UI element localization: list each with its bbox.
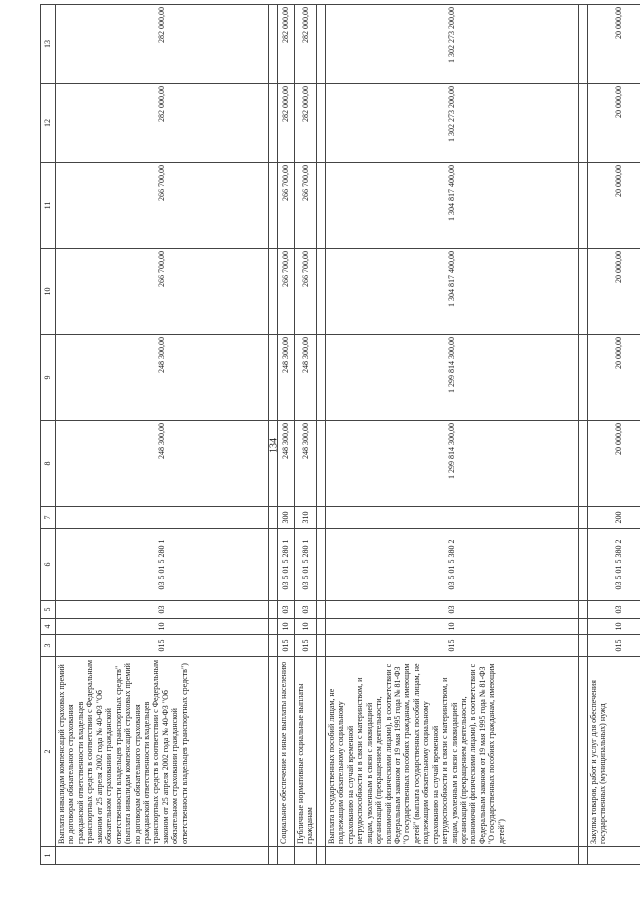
amount-cell: 282 000,00: [295, 5, 317, 84]
ministry-code-cell: 015: [295, 635, 317, 657]
column-header: 12: [41, 84, 56, 163]
amount-cell: 20 000,00: [587, 5, 640, 84]
amount-cell: 1 302 273 200,00: [325, 5, 578, 84]
row-name-cell: Выплата инвалидам компенсаций страховых премий по договорам обязательного страхования гражданской ответственности владельцев транспортных средств в соответствии с Федеральным законом от 25 апреля 2002 года № 40-ФЗ "Об обязательном страховании гражданской ответственности владельцев транспортных средств" (выплата инвалидам компенсаций страховых премий по договорам обязательного страхования гражданской ответственности владельцев транспортных средств в соответствии с Федеральным законом от 25 апреля 2002 года № 40-ФЗ "Об обязательном страховании гражданской ответственности владельцев транспортных средств"): [56, 657, 269, 847]
column-header: 5: [41, 601, 56, 619]
amount-cell: 266 700,00: [56, 163, 269, 249]
amount-cell: 282 000,00: [278, 84, 295, 163]
amount-cell: 248 300,00: [56, 335, 269, 421]
column-header: 11: [41, 163, 56, 249]
column-header: 9: [41, 335, 56, 421]
expense-type-cell: 310: [295, 507, 317, 529]
amount-cell: 248 300,00: [295, 421, 317, 507]
column-header: 10: [41, 249, 56, 335]
column-header: 8: [41, 421, 56, 507]
column-header: 7: [41, 507, 56, 529]
page-number: 134: [268, 438, 280, 453]
ministry-code-cell: 015: [278, 635, 295, 657]
amount-cell: 266 700,00: [278, 249, 295, 335]
amount-cell: 266 700,00: [295, 249, 317, 335]
amount-cell: 1 304 817 400,00: [325, 163, 578, 249]
amount-cell: 248 300,00: [278, 421, 295, 507]
amount-cell: 20 000,00: [587, 163, 640, 249]
amount-cell: 20 000,00: [587, 335, 640, 421]
row-number-cell: [56, 847, 269, 865]
section-code-cell: 10: [587, 619, 640, 635]
column-header: 2: [41, 657, 56, 847]
amount-cell: 248 300,00: [295, 335, 317, 421]
spacer-row: [269, 5, 278, 865]
column-header: 3: [41, 635, 56, 657]
amount-cell: 20 000,00: [587, 249, 640, 335]
spacer-row: [316, 5, 325, 865]
budget-table: [40, 4, 640, 865]
column-header: 13: [41, 5, 56, 84]
expense-type-cell: [56, 507, 269, 529]
column-header: 4: [41, 619, 56, 635]
amount-cell: 1 304 817 400,00: [325, 249, 578, 335]
ministry-code-cell: 015: [56, 635, 269, 657]
row-number-cell: [325, 847, 578, 865]
subsection-code-cell: 03: [587, 601, 640, 619]
subsection-code-cell: 03: [295, 601, 317, 619]
expense-type-cell: 300: [278, 507, 295, 529]
row-name-cell: Публичные нормативные социальные выплаты гражданам: [295, 657, 317, 847]
amount-cell: 282 000,00: [278, 5, 295, 84]
ministry-code-cell: 015: [325, 635, 578, 657]
subsection-code-cell: 03: [325, 601, 578, 619]
amount-cell: 248 300,00: [56, 421, 269, 507]
column-number-header-row: [41, 5, 56, 865]
spacer-row: [578, 5, 587, 865]
table-row: [295, 5, 317, 865]
section-code-cell: 10: [56, 619, 269, 635]
table-row: [56, 5, 269, 865]
subsection-code-cell: 03: [56, 601, 269, 619]
target-article-cell: 03 5 01 5 380 2: [587, 529, 640, 601]
table-row: [325, 5, 578, 865]
row-name-cell: Выплата государственных пособий лицам, не подлежащим обязательному социальному страхованию на случай временной нетрудоспособности и в связи с материнством, и лицам, уволенным в связи с ликвидацией организаций (прекращением деятельности, полномочий физическими лицами), в соответствии с Федеральным законом от 19 мая 1995 года № 81-ФЗ "О государственных пособиях гражданам, имеющим детей" (выплата государственных пособий лицам, не подлежащим обязательному социальному страхованию на случай временной нетрудоспособности и в связи с материнством, и лицам, уволенным в связи с ликвидацией организаций (прекращением деятельности, полномочий физическими лицами), в соответствии с Федеральным законом от 19 мая 1995 года № 81-ФЗ "О государственных пособиях гражданам, имеющим детей"): [325, 657, 578, 847]
row-name-cell: Социальное обеспечение и иные выплаты населению: [278, 657, 295, 847]
row-number-cell: [295, 847, 317, 865]
amount-cell: 1 299 814 300,00: [325, 421, 578, 507]
amount-cell: 282 000,00: [56, 84, 269, 163]
target-article-cell: 03 5 01 5 280 1: [56, 529, 269, 601]
amount-cell: 1 302 273 200,00: [325, 84, 578, 163]
amount-cell: 266 700,00: [56, 249, 269, 335]
row-name-cell: Закупка товаров, работ и услуг для обеспечения государственных (муниципальных) нужд: [587, 657, 640, 847]
amount-cell: 1 299 814 300,00: [325, 335, 578, 421]
rotated-budget-table-container: [40, 5, 624, 865]
target-article-cell: 03 5 01 5 380 2: [325, 529, 578, 601]
section-code-cell: 10: [295, 619, 317, 635]
table-row: [587, 5, 640, 865]
section-code-cell: 10: [325, 619, 578, 635]
amount-cell: 20 000,00: [587, 84, 640, 163]
column-header: 6: [41, 529, 56, 601]
target-article-cell: 03 5 01 5 280 1: [278, 529, 295, 601]
subsection-code-cell: 03: [278, 601, 295, 619]
target-article-cell: 03 5 01 5 280 1: [295, 529, 317, 601]
amount-cell: 248 300,00: [278, 335, 295, 421]
expense-type-cell: [325, 507, 578, 529]
ministry-code-cell: 015: [587, 635, 640, 657]
amount-cell: 266 700,00: [278, 163, 295, 249]
amount-cell: 20 000,00: [587, 421, 640, 507]
row-number-cell: [278, 847, 295, 865]
table-row: [278, 5, 295, 865]
row-number-cell: [587, 847, 640, 865]
column-header: 1: [41, 847, 56, 865]
amount-cell: 282 000,00: [295, 84, 317, 163]
amount-cell: 282 000,00: [56, 5, 269, 84]
amount-cell: 266 700,00: [295, 163, 317, 249]
section-code-cell: 10: [278, 619, 295, 635]
expense-type-cell: 200: [587, 507, 640, 529]
